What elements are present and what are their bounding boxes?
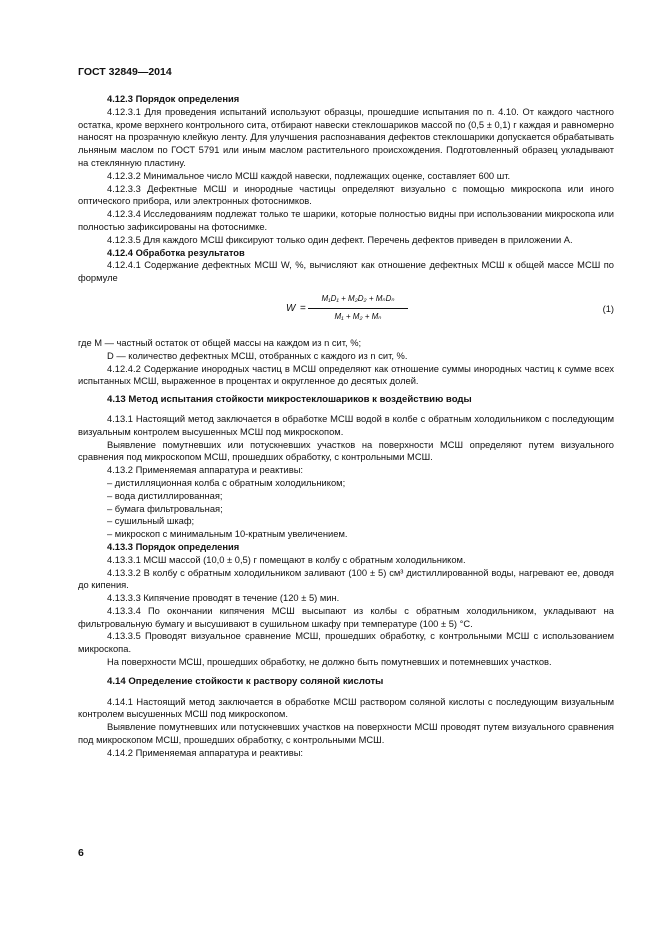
para-4-13-3-2: 4.13.3.2 В колбу с обратным холодильником заливают (100 ± 5) см³ дистиллированной воды, нагревают ее, доводя до кипения. — [78, 567, 614, 591]
para-4-13-3-3: 4.13.3.3 Кипячение проводят в течение (120 ± 5) мин. — [107, 593, 340, 604]
where-m: где M — частный остаток от общей массы на каждом из n сит, %; — [78, 337, 362, 348]
para-4-12-4-2: 4.12.4.2 Содержание инородных частиц в МСШ определяют как отношение суммы инородных частиц к сумме всех испытанных МСШ, выраженное в процентах и округленное до десятых долей. — [78, 363, 614, 387]
formula-lhs: W — [286, 302, 296, 314]
section-4-13: 4.13 Метод испытания стойкости микростеклошариков к воздействию воды — [107, 394, 472, 406]
list-item-2: – вода дистиллированная; — [107, 490, 223, 501]
formula-denominator: M₁ + M₂ + Mₙ — [334, 311, 382, 321]
list-item-3: – бумага фильтровальная; — [107, 503, 223, 514]
formula-equals: = — [300, 302, 306, 314]
list-item-4: – сушильный шкаф; — [107, 516, 195, 527]
document-header: ГОСТ 32849—2014 — [78, 66, 172, 78]
heading-4-12-4: 4.12.4 Обработка результатов — [107, 247, 245, 258]
para-4-13-3-5: 4.13.3.5 Проводят визуальное сравнение МСШ, прошедших обработку, с контрольными МСШ с использованием микроскопа. — [78, 631, 614, 655]
para-4-13-1b: Выявление помутневших или потускневших участков на поверхности МСШ определяют путем визуального сравнения под микроскопом МСШ, прошедших обработку, с контрольными МСШ. — [78, 439, 614, 463]
para-4-14-2: 4.14.2 Применяемая аппаратура и реактивы: — [107, 747, 304, 758]
para-4-13-3-4: 4.13.3.4 По окончании кипячения МСШ высыпают из колбы с обратным холодильником, укладывают на фильтровальную бумагу и высушивают в сушильном шкафу при температуре (100 ± 5) °С. — [78, 605, 614, 629]
heading-4-13-3: 4.13.3 Порядок определения — [107, 541, 240, 552]
para-4-12-4-1: 4.12.4.1 Содержание дефектных МСШ W, %, вычисляют как отношение дефектных МСШ к общей массе МСШ по формуле — [78, 260, 614, 284]
formula-fraction — [308, 293, 408, 324]
para-4-12-3-4: 4.12.3.4 Исследованиям подлежат только те шарики, которые полностью видны при использовании микроскопа или полностью зафиксированы на фотоснимке. — [78, 209, 614, 232]
para-4-14-1b: Выявление помутневших или потускневших участков на поверхности МСШ проводят путем визуального сравнения под микроскопом МСШ, прошедших обработку, с контрольными МСШ. — [78, 722, 614, 746]
formula-numerator: M₁D₁ + M₂D₂ + MₙDₙ — [308, 293, 408, 309]
para-4-12-3-2: 4.12.3.2 Минимальное число МСШ каждой навески, подлежащих оценке, составляет 600 шт. — [107, 170, 511, 181]
list-item-1: – дистилляционная колба с обратным холодильником; — [107, 477, 346, 488]
para-4-14-1: 4.14.1 Настоящий метод заключается в обработке МСШ раствором соляной кислоты с последующим визуальным контролем высушенных МСШ под микроскопом. — [78, 696, 614, 720]
document-body — [78, 93, 614, 760]
section-4-14: 4.14 Определение стойкости к раствору соляной кислоты — [107, 675, 384, 687]
para-4-13-1: 4.13.1 Настоящий метод заключается в обработке МСШ водой в колбе с обратным холодильником с последующим визуальным контролем высушенных МСШ под микроскопом. — [78, 413, 614, 437]
para-4-13-2: 4.13.2 Применяемая аппаратура и реактивы: — [107, 465, 304, 476]
formula-1 — [78, 291, 614, 331]
where-d: D — количество дефектных МСШ, отобранных с каждого из n сит, %. — [107, 350, 408, 361]
para-4-12-3-1: 4.12.3.1 Для проведения испытаний используют образцы, прошедшие испытания по п. 4.10. От каждого частного остатка, кроме верхнего контрольного сита, отбирают навески стеклошариков массой по (0,5 ± 0,1) г каждая и равномерно наносят на прозрачную клейкую ленту. Для улучшения распознавания дефектов стеклошарики допускается обрабатывать льняным маслом по ГОСТ 5791 или иным маслом растительного происхождения. Подготовленный образец укладывают на стеклянную пластину. — [78, 106, 614, 168]
formula-number: (1) — [602, 303, 614, 314]
list-item-5: – микроскоп с минимальным 10-кратным увеличением. — [107, 529, 348, 540]
page-number: 6 — [78, 847, 84, 859]
para-4-12-3-5: 4.12.3.5 Для каждого МСШ фиксируют только один дефект. Перечень дефектов приведен в приложении А. — [107, 234, 573, 245]
para-4-12-3-3: 4.12.3.3 Дефектные МСШ и инородные частицы определяют визуально с помощью микроскопа или иного оптического прибора, или электронных фотоснимков. — [78, 183, 614, 207]
para-4-13-3-1: 4.13.3.1 МСШ массой (10,0 ± 0,5) г помещают в колбу с обратным холодильником. — [107, 554, 466, 565]
heading-4-12-3: 4.12.3 Порядок определения — [107, 94, 240, 104]
para-4-13-3-6: На поверхности МСШ, прошедших обработку, не должно быть помутневших и потемневших участков. — [107, 657, 552, 668]
